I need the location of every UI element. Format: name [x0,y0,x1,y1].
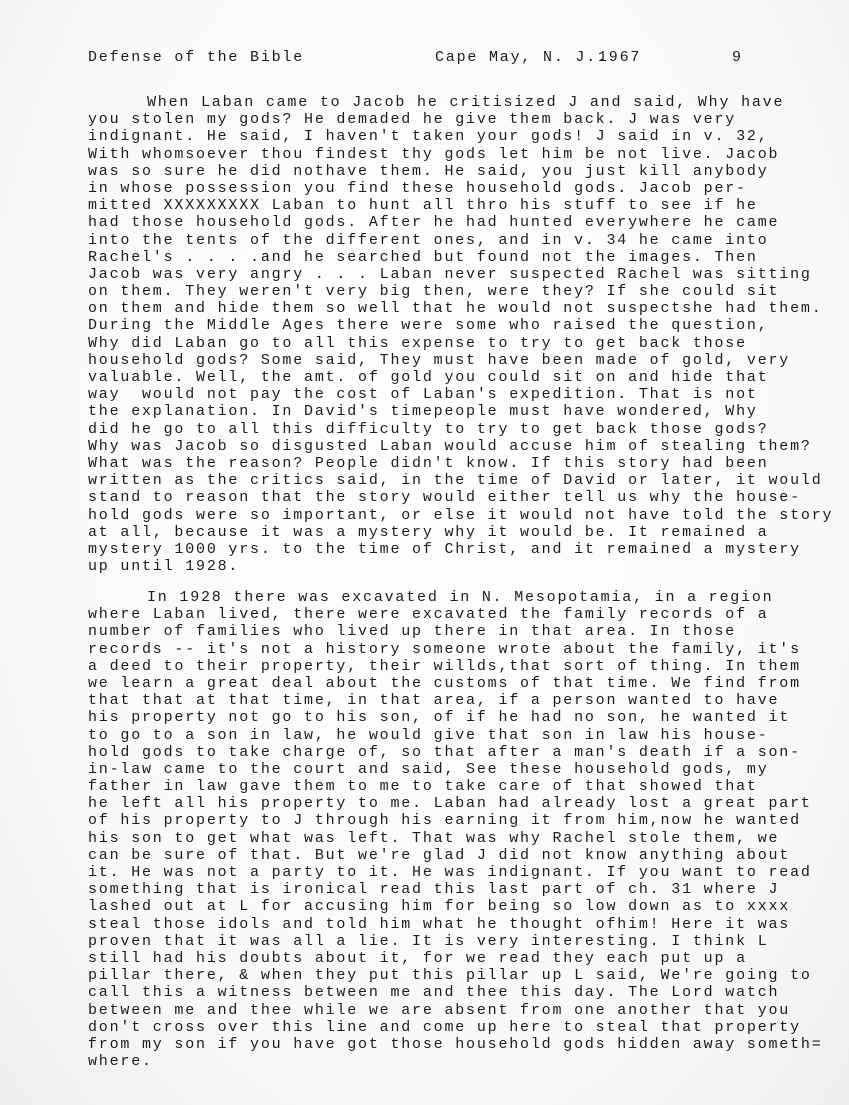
text-line: valuable. Well, the amt. of gold you could sit on and hide that [88,369,769,386]
text-line: at all, because it was a mystery why it would be. It remained a [88,523,769,541]
text-line: in-law came to the court and said, See these household gods, my [88,760,769,778]
text-line: indignant. He said, I haven't taken your gods! J said in v. 32, [88,128,769,146]
text-line: he left all his property to me. Laban had already lost a great part [88,795,812,813]
text-line: proven that it was all a lie. It is very interesting. I think L [88,932,769,950]
text-line: something that is ironical read this last part of ch. 31 where J [88,881,780,899]
text-line: his son to get what was left. That was why Rachel stole them, we [88,829,780,847]
text-line: During the Middle Ages there were some who raised the question, [88,317,769,335]
text-line: that that at that time, in that area, if a person wanted to have [88,692,780,710]
text-line: Why did Laban go to all this expense to try to get back those [88,334,747,352]
text-line: hold gods to take charge of, so that after a man's death if a son- [88,743,801,761]
text-line: call this a witness between me and thee this day. The Lord watch [88,984,780,1002]
document-title: Defense of the Bible [88,49,305,66]
text-line: on them and hide them so well that he would not suspectshe had them. [88,300,823,318]
text-line: his property not go to his son, of if he had no son, he wanted it [88,709,791,727]
text-line: When Laban came to Jacob he critisized J and said, Why have [147,94,785,111]
text-line: household gods? Some said, They must have been made of gold, very [88,351,791,369]
text-line: to go to a son in law, he would give that son in law his house- [88,726,769,744]
text-line: Rachel's . . . .and he searched but found not the images. Then [88,248,758,266]
text-line: was so sure he did nothave them. He said, you just kill anybody [88,162,769,180]
text-line: In 1928 there was excavated in N. Mesopotamia, in a region [147,589,774,606]
text-line: a deed to their property, their willds,that sort of thing. In them [88,657,801,675]
text-line: written as the critics said, in the time of David or later, it would [88,472,823,490]
text-line: Jacob was very angry . . . Laban never suspected Rachel was sitting [88,265,812,283]
text-line: did he go to all this difficulty to try to get back those gods? [88,420,769,438]
text-line: With whomsoever thou findest thy gods let him be not live. Jacob [88,145,780,163]
text-line: in whose possession you find these household gods. Jacob per- [88,179,747,197]
text-line: from my son if you have got those household gods hidden away someth= [88,1035,823,1053]
text-line: where. [88,1053,153,1071]
text-line: into the tents of the different ones, and in v. 34 he came into [88,231,769,249]
text-line: don't cross over this line and come up here to steal that property [88,1018,801,1036]
document-place: Cape May, N. J.. [435,49,608,66]
text-line: can be sure of that. But we're glad J did not know anything about [88,846,791,864]
text-line: number of families who lived up there in that area. In those [88,623,737,641]
text-line: it. He was not a party to it. He was indignant. If you want to read [88,864,812,881]
text-line: Why was Jacob so disgusted Laban would accuse him of stealing them? [88,437,812,455]
text-line: between me and thee while we are absent from one another that you [88,1001,791,1019]
text-line: father in law gave them to me to take care of that showed that [88,778,758,796]
text-line: you stolen my gods? He demaded he give them back. J was very [88,111,737,129]
page-number: 9 [732,49,743,66]
text-line: steal those idols and told him what he thought ofhim! Here it was [88,915,791,933]
text-line: where Laban lived, there were excavated the family records of a [88,606,769,624]
text-line: lashed out at L for accusing him for being so low down as to xxxx [88,898,791,916]
text-line: of his property to J through his earning it from him,now he wanted [88,812,801,830]
text-line: the explanation. In David's timepeople must have wondered, Why [88,403,758,421]
text-line: we learn a great deal about the customs of that time. We find from [88,674,801,692]
text-line: records -- it's not a history someone wrote about the family, it's [88,640,801,658]
text-line: had those household gods. After he had hunted everywhere he came [88,214,780,232]
page-header [88,49,768,69]
text-line: mystery 1000 yrs. to the time of Christ, and it remained a mystery [88,540,801,558]
document-year: 1967 [598,49,642,66]
text-line: What was the reason? People didn't know. If this story had been [88,454,769,472]
paragraph-2 [88,589,838,1070]
text-line: still had his doubts about it, for we read they each put up a [88,949,747,967]
text-line: up until 1928. [88,558,240,576]
text-line: stand to reason that the story would either tell us why the house- [88,489,801,507]
text-line: pillar there, & when they put this pillar up L said, We're going to [88,967,812,985]
paragraph-1 [88,94,838,575]
text-line: hold gods were so important, or else it would not have told the story [88,506,834,524]
text-line: mitted XXXXXXXXX Laban to hunt all thro his stuff to see if he [88,197,758,215]
text-line: way would not pay the cost of Laban's expedition. That is not [88,386,758,404]
text-line: on them. They weren't very big then, were they? If she could sit [88,283,780,301]
